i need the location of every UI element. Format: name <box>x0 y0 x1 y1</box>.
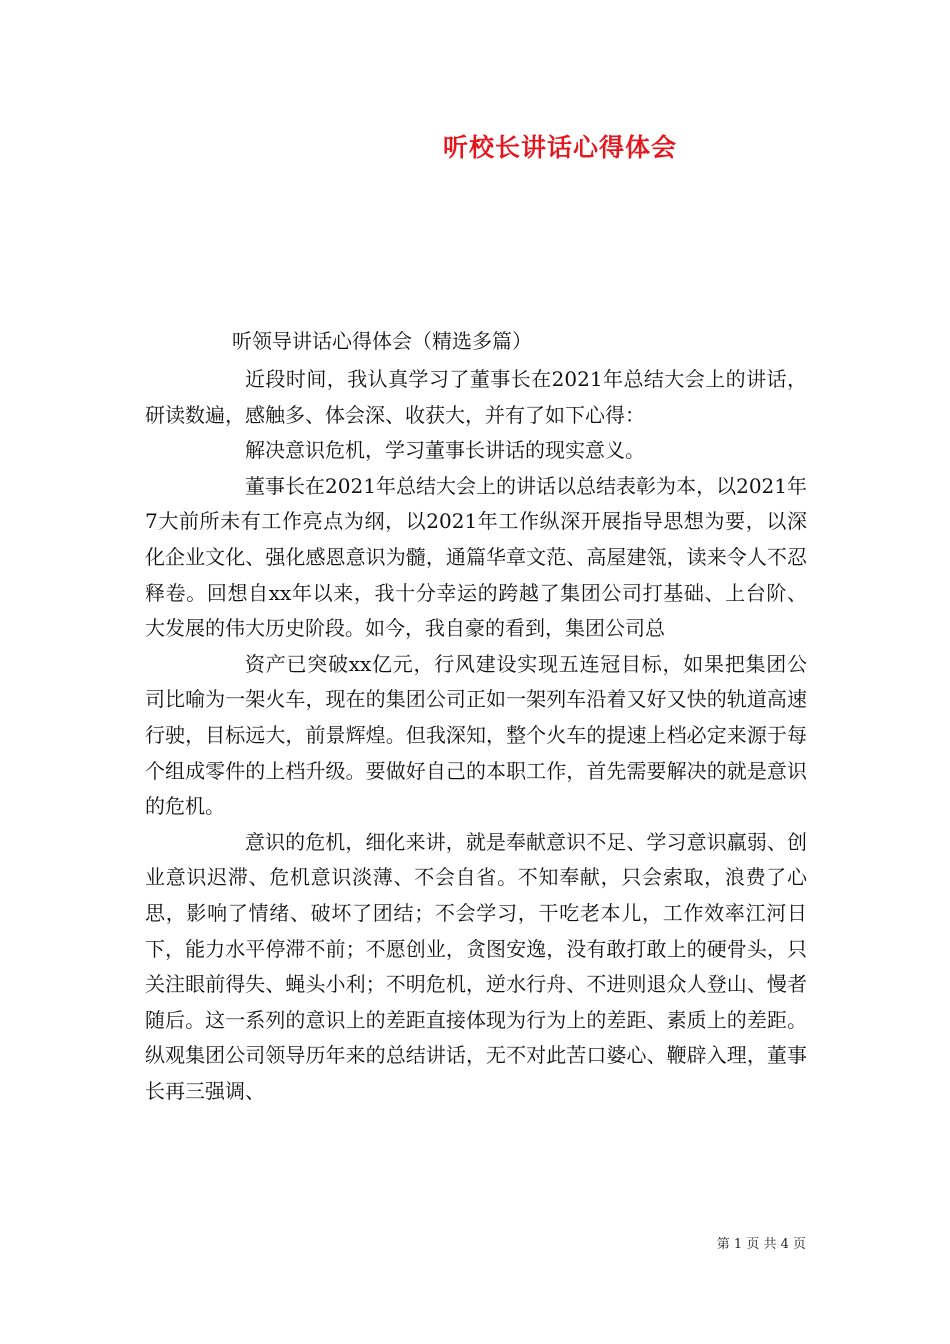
paragraph: 董事长在2021年总结大会上的讲话以总结表彰为本，以2021年7大前所未有工作亮点为纲，以2021年工作纵深开展指导思想为要，以深化企业文化、强化感恩意识为髓，通篇华章文范、高屋建瓴，读来令人不忍释卷。回想自xx年以来，我十分幸运的跨越了集团公司打基础、上台阶、大发展的伟大历史阶段。如今，我自豪的看到，集团公司总 <box>145 473 807 641</box>
paragraph: 资产已突破xx亿元，行风建设实现五连冠目标，如果把集团公司比喻为一架火车，现在的集团公司正如一架列车沿着又好又快的轨道高速行驶，目标远大，前景辉煌。但我深知，整个火车的提速上档必定来源于每个组成零件的上档升级。要做好自己的本职工作，首先需要解决的就是意识的危机。 <box>145 651 807 819</box>
page-footer: 第 1 页 共 4 页 <box>716 1237 806 1252</box>
paragraph: 解决意识危机，学习董事长讲话的现实意义。 <box>245 438 645 463</box>
paragraph: 近段时间，我认真学习了董事长在2021年总结大会上的讲话，研读数遍，感触多、体会深、收获大，并有了如下心得： <box>145 367 807 427</box>
paragraph: 意识的危机，细化来讲，就是奉献意识不足、学习意识羸弱、创业意识迟滞、危机意识淡薄、不会自省。不知奉献，只会索取，浪费了心思，影响了情绪、破坏了团结；不会学习，干吃老本儿，工作效率江河日下，能力水平停滞不前；不愿创业，贪图安逸，没有敢打敢上的硬骨头，只关注眼前得失、蝇头小利；不明危机，逆水行舟、不进则退众人登山、慢者随后。这一系列的意识上的差距直接体现为行为上的差距、素质上的差距。纵观集团公司领导历年来的总结讲话，无不对此苦口婆心、鞭辟入理，董事长再三强调、 <box>145 829 807 1103</box>
document-subtitle: 听领导讲话心得体会（精选多篇） <box>232 329 532 353</box>
page-title: 听校长讲话心得体会 <box>442 133 677 162</box>
document-body <box>145 362 807 1109</box>
